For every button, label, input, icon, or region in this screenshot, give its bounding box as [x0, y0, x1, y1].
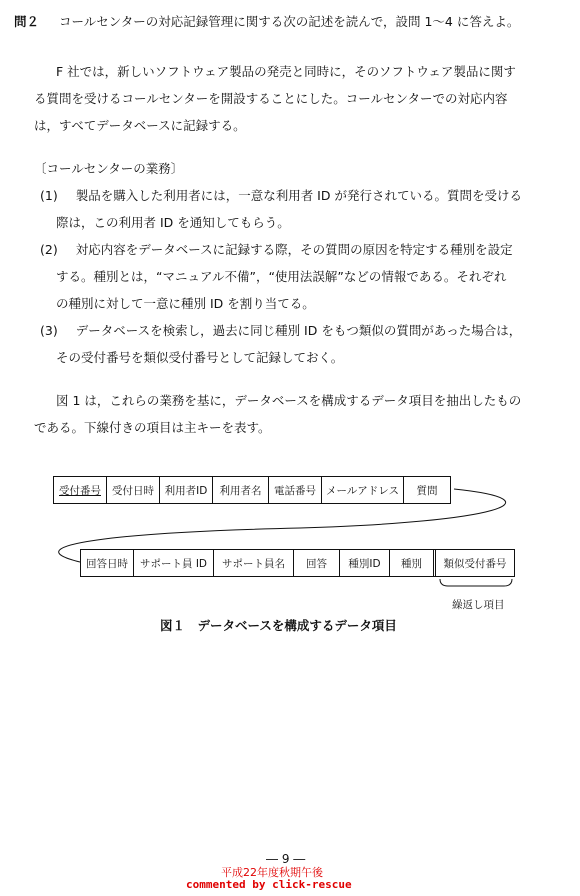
- para2-line-2: である。下線付きの項目は主キーを表す。: [34, 420, 271, 435]
- data-item-cell: 電話番号: [269, 477, 322, 503]
- intro-line-1: F 社では，新しいソフトウェア製品の発売と同時に，そのソフトウェア製品に関す: [56, 64, 516, 79]
- exam-stamp: 平成22年度秋期午後: [221, 866, 323, 879]
- item-text: 製品を購入した利用者には，一意な利用者 ID が発行されている。質問を受ける: [75, 188, 522, 203]
- item-text: の種別に対して一意に種別 ID を割り当てる。: [56, 296, 315, 311]
- data-items-row-1: [53, 476, 451, 504]
- intro-line-3: は，すべてデータベースに記録する。: [34, 118, 246, 133]
- data-item-cell: メールアドレス: [322, 477, 404, 503]
- page-number: ― 9 ―: [266, 852, 306, 866]
- question-label: 問２: [14, 14, 40, 29]
- item-text: する。種別とは，“マニュアル不備”，“使用法誤解”などの情報である。それぞれ: [56, 269, 507, 284]
- data-item-cell: 利用者ID: [160, 477, 213, 503]
- item-number: (1): [40, 188, 58, 203]
- data-item-cell: 質問: [404, 477, 451, 503]
- section-heading: 〔コールセンターの業務〕: [34, 161, 184, 176]
- data-item-cell: 回答: [294, 550, 340, 576]
- repeat-label: 繰返し項目: [452, 599, 505, 611]
- figure-caption: 図１ データベースを構成するデータ項目: [160, 618, 397, 633]
- item-text: 際は，この利用者 ID を通知してもらう。: [56, 215, 290, 230]
- data-item-cell: 種別ID: [340, 550, 390, 576]
- intro-line-2: る質問を受けるコールセンターを開設することにした。コールセンターでの対応内容: [34, 91, 508, 106]
- data-item-cell: 回答日時: [81, 550, 134, 576]
- repeat-bracket: [440, 579, 512, 586]
- item-text: データベースを検索し，過去に同じ種別 ID をもつ類似の質問があった場合は，: [75, 323, 522, 338]
- question-title: コールセンターの対応記録管理に関する次の記述を読んで，設問 1〜4 に答えよ。: [58, 14, 520, 29]
- item-text: 対応内容をデータベースに記録する際，その質問の原因を特定する種別を設定: [75, 242, 513, 257]
- data-items-row-2: [80, 549, 515, 577]
- data-item-cell: 受付日時: [107, 477, 160, 503]
- item-number: (3): [40, 323, 58, 338]
- item-text: その受付番号を類似受付番号として記録しておく。: [56, 350, 344, 365]
- data-item-cell: 利用者名: [213, 477, 269, 503]
- data-item-cell: 受付番号: [54, 477, 107, 503]
- item-number: (2): [40, 242, 58, 257]
- data-item-cell: サポート員名: [214, 550, 294, 576]
- comment-credit: commented by click-rescue: [186, 878, 352, 891]
- data-item-cell-repeat: 類似受付番号: [435, 550, 515, 576]
- data-item-cell: サポート員 ID: [134, 550, 214, 576]
- para2-line-1: 図 1 は，これらの業務を基に，データベースを構成するデータ項目を抽出したもの: [56, 393, 522, 408]
- data-item-cell: 種別: [390, 550, 434, 576]
